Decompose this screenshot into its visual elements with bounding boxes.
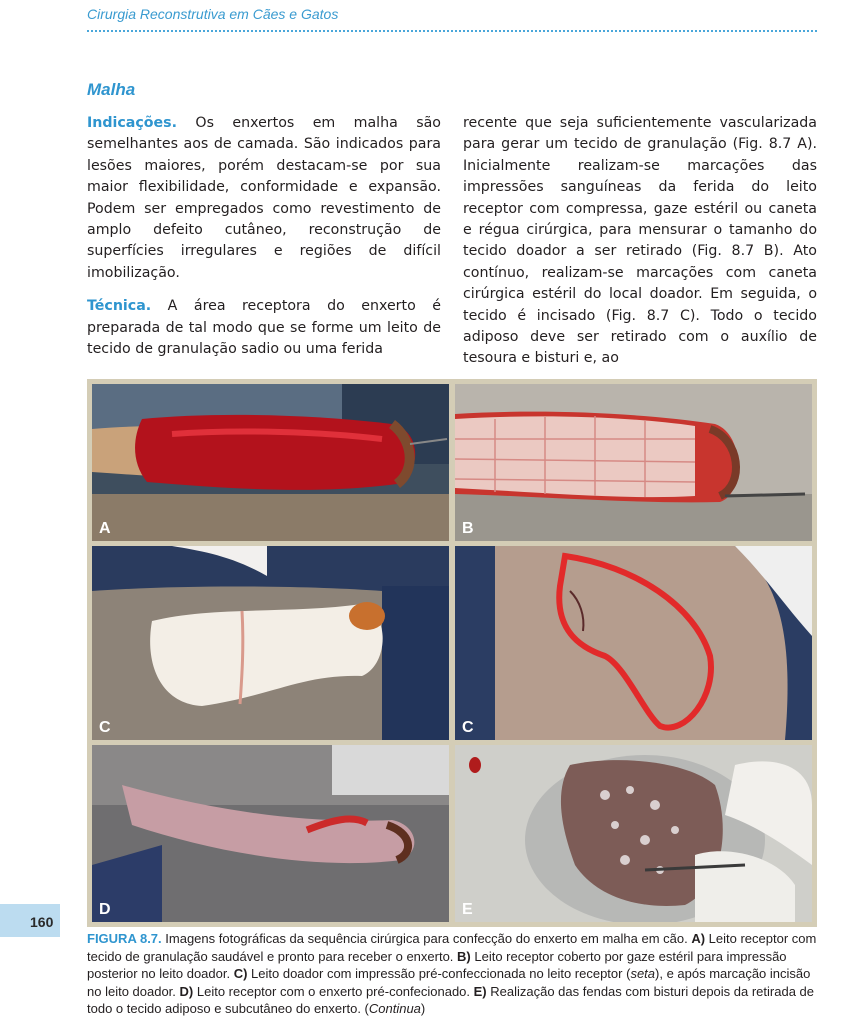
indications-text: Os enxertos em malha são semelhantes aos de camada. São indicados para lesões maiores, porém destacam-se por sua maior flexibilidade, conformidade e expansão. Podem ser empregados como revestimento de amplo defeito cutâneo, reconstrução de superfícies irregulares e regiões de difícil imobilização. <box>87 115 441 281</box>
caption-e-text: Realização das fendas com bisturi depois da retirada de todo o tecido adiposo e subcutâneo do enxerto. ( <box>87 983 814 1016</box>
header-dotted-rule <box>87 30 817 32</box>
caption-a-text: Leito receptor com tecido de granulação saudável e pronto para receber o enxerto. <box>87 931 817 964</box>
panel-label-e: E <box>462 901 473 918</box>
technique-continuation: recente que seja suficientemente vascularizada para gerar um tecido de granulação (Fig. 8.7 A). Inicialmente realizam-se marcações das impressões sanguíneas da ferida do leito receptor com compressa, gaze estéril ou caneta e régua cirúrgica, para mensurar o tamanho do tecido doador a ser retirado (Fig. 8.7 B). Ato contínuo, realizam-se marcações com caneta cirúrgica estéril do local doador. Em seguida, o tecido é incisado (Fig. 8.7 C). Todo o tecido adiposo deve ser retirado com o auxílio de tesoura e bisturi e, ao <box>463 115 817 367</box>
caption-d-label: D) <box>179 983 194 999</box>
running-header: Cirurgia Reconstrutiva em Cães e Gatos <box>87 6 339 22</box>
right-column <box>463 113 817 382</box>
caption-e-label: E) <box>473 983 487 999</box>
caption-lead: FIGURA 8.7. <box>87 931 162 946</box>
figure-caption <box>87 930 817 1018</box>
caption-continua: Continua <box>368 1001 421 1016</box>
photo-panel-d <box>92 745 449 922</box>
photo-panel-c-left <box>92 546 449 740</box>
technique-lead: Técnica. <box>87 298 152 315</box>
caption-d-text: Leito receptor com o enxerto pré-confecionado. <box>193 983 474 999</box>
caption-c-italic: seta <box>630 966 656 981</box>
caption-c-label: C) <box>233 966 248 981</box>
caption-intro: Imagens fotográficas da sequência cirúrgica para confecção do enxerto em malha em cão. <box>161 931 692 946</box>
panel-label-c-left: C <box>99 719 111 736</box>
caption-c-text-1: Leito doador com impressão pré-confeccionada no leito receptor ( <box>247 966 631 981</box>
panel-label-d: D <box>99 901 111 918</box>
caption-close: ) <box>420 1001 426 1016</box>
photo-panel-a <box>92 384 449 541</box>
figure-8-7 <box>87 379 817 927</box>
page-number: 160 <box>30 914 54 930</box>
technique-paragraph <box>87 296 441 360</box>
left-column <box>87 113 441 372</box>
caption-b-text: Leito receptor coberto por gaze estéril para impressão posterior no leito doador. <box>87 948 787 981</box>
photo-panel-b <box>455 384 812 541</box>
caption-a-label: A) <box>691 931 706 946</box>
photo-panel-c-right <box>455 546 812 740</box>
panel-label-c-right: C <box>462 719 474 736</box>
indications-paragraph <box>87 113 441 284</box>
photo-panel-e <box>455 745 812 922</box>
panel-label-b: B <box>462 520 474 537</box>
section-title: Malha <box>87 80 136 99</box>
caption-b-label: B) <box>457 948 471 964</box>
technique-text: A área receptora do enxerto é preparada de tal modo que se forme um leito de tecido de granulação sadio ou uma ferida <box>87 298 441 358</box>
caption-c-text-2: ), e após marcação incisão no leito doador. <box>87 966 811 999</box>
indications-lead: Indicações. <box>87 115 177 131</box>
panel-label-a: A <box>99 520 111 537</box>
